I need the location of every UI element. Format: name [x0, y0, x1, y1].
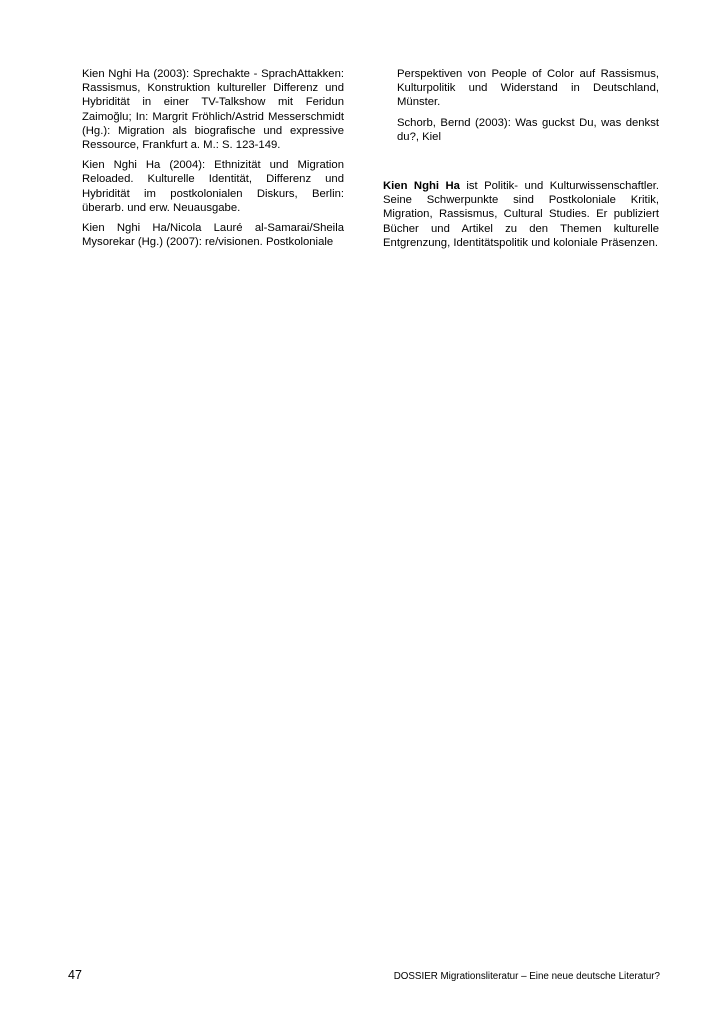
page-number: 47 [68, 968, 82, 982]
reference-entry: Schorb, Bernd (2003): Was guckst Du, was denkst du?, Kiel [397, 116, 659, 143]
author-bio-text: ist Politik- und Kulturwissenschaftler. Seine Schwerpunkte sind Postkoloniale Kritik, Migration, Rassismus, Cultural Studies. Er publiziert Bücher und Artikel zu den Themen kulturelle Entgrenzung, Identitätspolitik und koloniale Präsenzen. [383, 180, 659, 249]
running-title: DOSSIER Migrationsliteratur – Eine neue deutsche Literatur? [393, 971, 660, 982]
reference-entry: Kien Nghi Ha (2003): Sprechakte - SprachAttakken: Rassismus, Konstruktion kultureller Differenz und Hybridität in einer TV-Talkshow mit Feridun Zaimoğlu; In: Margrit Fröhlich/Astrid Messerschmidt (Hg.): Migration als biografische und expressive Ressource, Frankfurt a. M.: S. 123-149. [82, 68, 344, 152]
left-column [82, 67, 344, 255]
author-name: Kien Nghi Ha [383, 180, 460, 193]
author-bio [383, 179, 659, 250]
reference-entry: Perspektiven von People of Color auf Rassismus, Kulturpolitik und Widerstand in Deutschland, Münster. [397, 68, 659, 109]
right-column [383, 67, 659, 261]
reference-entry: Kien Nghi Ha (2004): Ethnizität und Migration Reloaded. Kulturelle Identität, Differenz und Hybridität im postkolonialen Diskurs, Berlin: überarb. und erw. Neuausgabe. [82, 159, 344, 214]
reference-entry: Kien Nghi Ha/Nicola Lauré al-Samarai/Sheila Mysorekar (Hg.) (2007): re/visionen. Postkoloniale [82, 222, 344, 249]
